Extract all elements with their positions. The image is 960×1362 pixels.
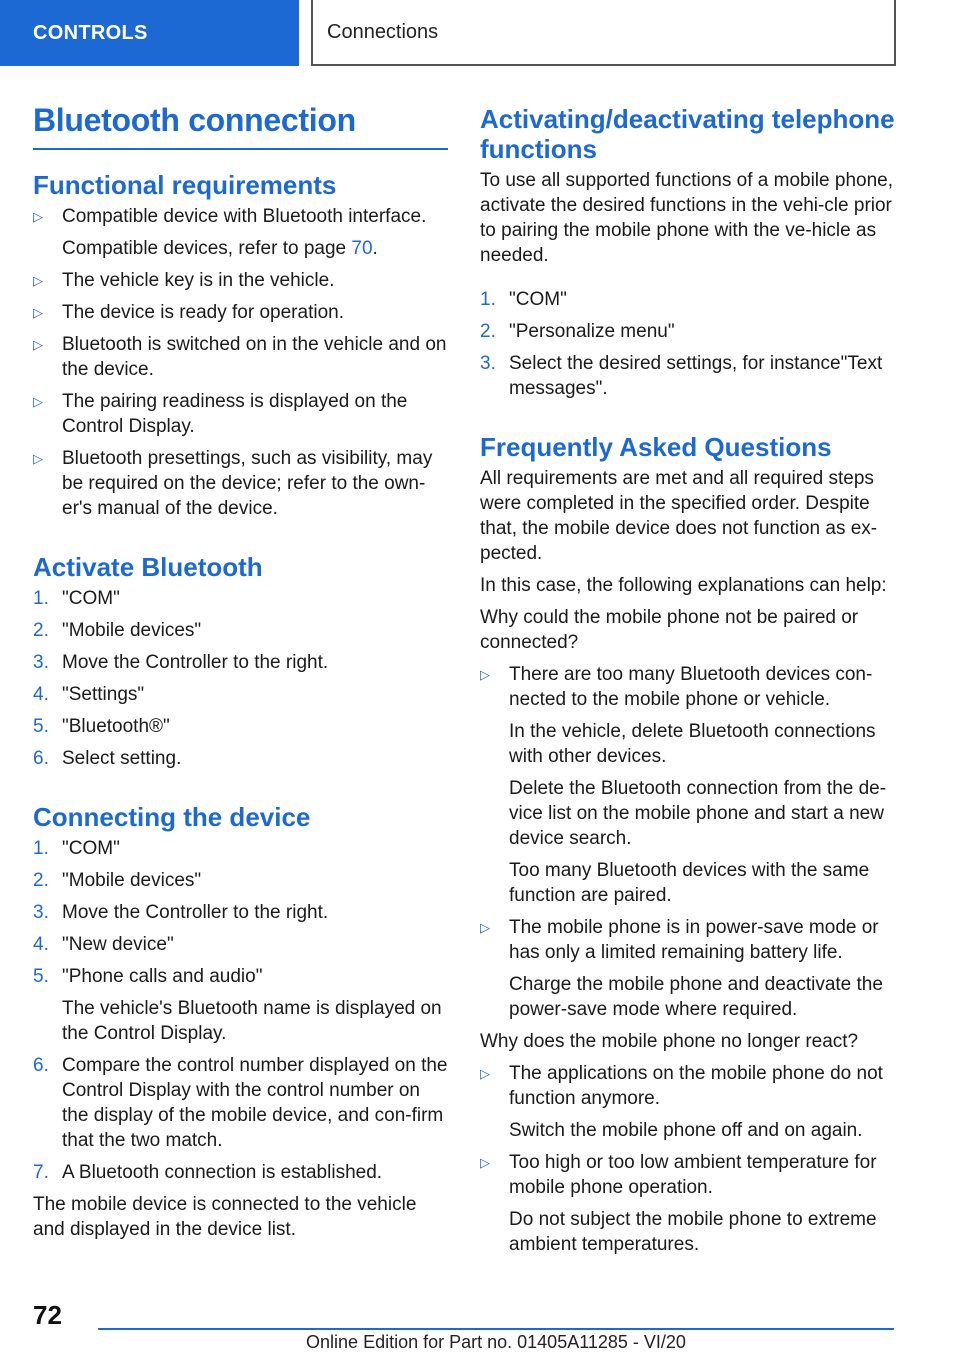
- step-item: 2. "Mobile devices": [33, 870, 202, 891]
- step-item: 1. "COM": [33, 588, 120, 609]
- sub-text: Switch the mobile phone off and on again.: [509, 1120, 863, 1141]
- step-item: 5. "Phone calls and audio" The vehicle's Bluetooth name is displayed on the Control Display.: [33, 964, 448, 1046]
- list-item: ▷ Compatible device with Bluetooth interface. Compatible devices, refer to page 70.: [33, 204, 448, 261]
- triangle-bullet-icon: ▷: [480, 920, 490, 935]
- sub-text: In the vehicle, delete Bluetooth connections with other devices.: [509, 721, 876, 767]
- chapter-title: Connections: [311, 0, 896, 66]
- connecting-device-steps: [33, 836, 448, 1185]
- step-item: 3. Move the Controller to the right.: [33, 902, 329, 923]
- sub-text: Do not subject the mobile phone to extreme ambient temperatures.: [509, 1209, 877, 1255]
- step-item: 2. "Personalize menu": [480, 321, 675, 342]
- step-item: 4. "New device": [33, 934, 174, 955]
- sub-text: Too many Bluetooth devices with the same function are paired.: [509, 860, 870, 906]
- step-item: 6. Select setting.: [33, 748, 182, 769]
- triangle-bullet-icon: ▷: [33, 337, 43, 352]
- page-header: [0, 0, 960, 66]
- activating-intro: To use all supported functions of a mobile phone, activate the desired functions in the vehi-cle prior to pairing the mobile phone with the ve-hicle as needed.: [480, 170, 893, 266]
- step-item: 1. "COM": [33, 838, 120, 859]
- faq-question-2-list: [480, 1061, 895, 1257]
- footer-edition: Online Edition for Part no. 01405A11285 - VI/20: [306, 1332, 686, 1352]
- page-number: 72: [33, 1300, 62, 1330]
- step-item: 7. A Bluetooth connection is established.: [33, 1162, 383, 1183]
- faq-question-1: Why could the mobile phone not be paired or connected?: [480, 607, 859, 653]
- list-item: ▷ The applications on the mobile phone do not function anymore. Switch the mobile phone off and on again.: [480, 1061, 895, 1143]
- list-item: ▷ The mobile phone is in power-save mode or has only a limited remaining battery life. Charge the mobile phone and deactivate the power-save mode where required.: [480, 915, 895, 1022]
- connecting-device-heading: Connecting the device: [33, 802, 311, 832]
- sub-text: Compatible devices, refer to page 70.: [62, 238, 378, 259]
- activate-bluetooth-steps: [33, 586, 448, 771]
- triangle-bullet-icon: ▷: [33, 305, 43, 320]
- connecting-closing-text: The mobile device is connected to the vehicle and displayed in the device list.: [33, 1194, 417, 1240]
- activating-telephone-functions-heading: Activating/deactivating telephone functions: [480, 104, 895, 164]
- step-item: 6. Compare the control number displayed on the Control Display with the control number on the display of the mobile device, and con-firm that the two match.: [33, 1055, 448, 1151]
- triangle-bullet-icon: ▷: [33, 394, 43, 409]
- activating-steps: [480, 287, 895, 401]
- page-title: Bluetooth connection: [33, 98, 448, 150]
- sub-text: Delete the Bluetooth connection from the de-vice list on the mobile phone and start a new device search.: [509, 778, 887, 849]
- activate-bluetooth-heading: Activate Bluetooth: [33, 552, 263, 582]
- list-item: ▷ The pairing readiness is displayed on the Control Display.: [33, 391, 408, 437]
- faq-question-1-list: [480, 662, 895, 1022]
- triangle-bullet-icon: ▷: [33, 451, 43, 466]
- step-item: 4. "Settings": [33, 684, 145, 705]
- step-item: 5. "Bluetooth®": [33, 716, 170, 737]
- sub-text: The vehicle's Bluetooth name is displayed on the Control Display.: [62, 998, 442, 1044]
- triangle-bullet-icon: ▷: [33, 209, 43, 224]
- list-item: ▷ The device is ready for operation.: [33, 302, 344, 323]
- triangle-bullet-icon: ▷: [480, 1066, 490, 1081]
- faq-question-2: Why does the mobile phone no longer react?: [480, 1031, 859, 1052]
- functional-requirements-list: [33, 204, 448, 521]
- step-item: 1. "COM": [480, 289, 567, 310]
- right-column: [480, 98, 895, 1264]
- list-item: ▷ There are too many Bluetooth devices con-nected to the mobile phone or vehicle. In the vehicle, delete Bluetooth connections with other devices. Delete the Bluetooth connection from the de-vice list on the mobile phone and start a new device search. Too many Bluetooth devices with the same function are paired.: [480, 662, 895, 908]
- triangle-bullet-icon: ▷: [480, 667, 490, 682]
- functional-requirements-heading: Functional requirements: [33, 170, 337, 200]
- sub-text: Charge the mobile phone and deactivate the power-save mode where required.: [509, 974, 883, 1020]
- step-item: 2. "Mobile devices": [33, 620, 202, 641]
- faq-intro: All requirements are met and all required steps were completed in the specified order. Despite that, the mobile device does not function as ex-pected.: [480, 468, 878, 564]
- faq-heading: Frequently Asked Questions: [480, 432, 832, 462]
- faq-help: In this case, the following explanations can help:: [480, 575, 887, 596]
- page-link[interactable]: 70: [351, 238, 373, 259]
- step-item: 3. Move the Controller to the right.: [33, 652, 329, 673]
- left-column: [33, 98, 448, 1249]
- list-item: ▷ Bluetooth presettings, such as visibility, may be required on the device; refer to the own-er's manual of the device.: [33, 448, 433, 519]
- list-item: ▷ Too high or too low ambient temperature for mobile phone operation. Do not subject the mobile phone to extreme ambient temperatures.: [480, 1150, 895, 1257]
- step-item: 3. Select the desired settings, for instance"Text messages".: [480, 353, 883, 399]
- triangle-bullet-icon: ▷: [33, 273, 43, 288]
- footer-divider: [98, 1328, 894, 1330]
- triangle-bullet-icon: ▷: [480, 1155, 490, 1170]
- list-item: ▷ The vehicle key is in the vehicle.: [33, 270, 335, 291]
- list-item: ▷ Bluetooth is switched on in the vehicle and on the device.: [33, 334, 447, 380]
- section-tab: CONTROLS: [0, 0, 299, 66]
